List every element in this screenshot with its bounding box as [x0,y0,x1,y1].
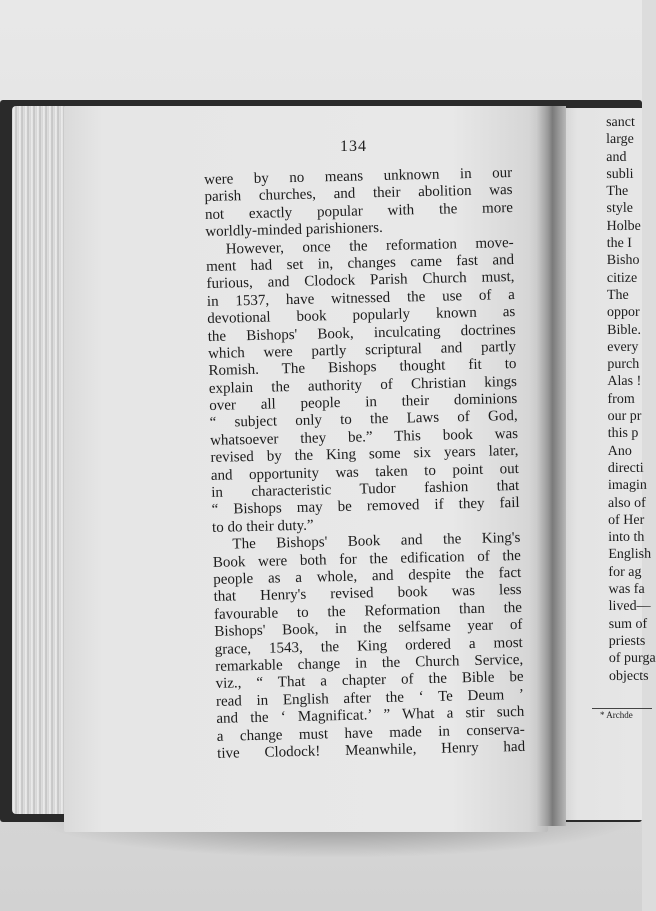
text-line: over all people in their dominions [209,391,518,415]
text-line: parish churches, and their abolition was [204,182,513,206]
text-line: which were partly scriptural and partly [207,338,517,362]
right-page-line-fragment: imagin [607,478,647,494]
right-page-line-fragment: and [606,149,627,165]
text-line: The Bishops' Book and the King's [232,530,521,553]
right-page-line-fragment: lived— [608,599,651,615]
text-line: “ subject only to the Laws of God, [209,408,518,432]
text-line: read in English after the ‘ Te Deum ’ [215,686,525,710]
right-page-line-fragment: was fa [608,581,645,598]
right-page-line-fragment: directi [607,460,644,476]
text-line: However, once the reformation move- [225,234,514,258]
footnote-rule [592,708,652,709]
text-line: whatsoever they be.” This book was [209,425,519,449]
right-page-line-fragment: English [608,547,652,563]
text-line: explain the authority of Christian kings [208,373,518,397]
right-page-line-fragment: Bisho [606,253,640,269]
right-page-line-fragment: objects [608,668,649,684]
right-page-line-fragment: our pr [607,408,642,425]
text-line: Bishops' Book, in the selfsame year of [214,617,523,641]
text-line: in 1537, have witnessed the use of a [206,286,516,310]
text-line: the Bishops' Book, inculcating doctrines [207,321,516,345]
right-page-line-fragment: every [607,339,639,355]
right-page-line-fragment: also of [607,495,646,511]
text-line: to do their duty.” [211,517,314,536]
text-line: remarkable change in the Church Service, [215,651,524,675]
left-page-text [204,165,525,763]
right-page-line-fragment: Holbe [606,218,641,234]
text-line: a change must have made in conserva- [216,721,525,745]
text-line: favourable to the Reformation than the [213,599,523,623]
right-page-line-fragment: sum of [608,616,648,632]
text-line: furious, and Clodock Parish Church must, [206,269,515,293]
text-line: devotional book popularly known as [207,304,516,328]
right-page-line-fragment: the I [606,235,632,252]
right-page-line-fragment: of Her [608,512,645,528]
text-line: revised by the King some six years later, [210,443,519,467]
text-line: not exactly popular with the more [204,199,514,223]
right-page-line-fragment: oppor [607,305,640,321]
right-page-text [606,114,656,685]
right-page-line-fragment: for ag [608,564,642,580]
right-page-line-fragment: into th [608,529,645,546]
right-page-line-fragment: priests [608,633,646,649]
right-page-line-fragment: citize [606,270,638,286]
text-line: Romish. The Bishops thought fit to [208,356,517,380]
text-line: people as a whole, and despite the fact [213,564,522,588]
text-line: grace, 1543, the King ordered a most [214,634,523,658]
right-page-line-fragment: style [606,201,633,217]
right-page-line-fragment: from [607,391,635,407]
page-number: 134 [340,138,367,155]
footnote: * Archde [600,710,633,720]
text-line: and the ‘ Magnificat.’ ” What a stir such [216,703,525,727]
right-page-line-fragment: The [606,287,629,303]
text-line: in characteristic Tudor fashion that [211,477,520,501]
text-line: worldly-minded parishioners. [205,220,383,241]
text-line: were by no means unknown in our [204,165,513,188]
right-page-line-fragment: sanct [606,114,635,130]
text-line: ment had set in, changes came fast and [205,251,515,275]
right-page-line-fragment: subli [606,166,634,182]
right-page-line-fragment: Ano [607,443,632,459]
right-page-line-fragment: of purga [608,650,656,667]
right-page-line-fragment: The [606,184,629,200]
text-line: that Henry's revised book was less [213,582,522,606]
text-line: tive Clodock! Meanwhile, Henry had [217,738,526,762]
text-line: and opportunity was taken to point out [210,460,519,484]
right-page-line-fragment: Alas ! [607,374,642,390]
text-line: “ Bishops may be removed if they fail [211,495,520,519]
right-page-line-fragment: Bible. [607,322,642,338]
text-line: Book were both for the edification of the [212,547,521,571]
right-page-line-fragment: purch [607,356,640,373]
right-page-line-fragment: this p [607,426,639,442]
book-gutter [536,106,566,826]
right-page-line-fragment: large [606,132,634,148]
text-line: viz., “ That a chapter of the Bible be [215,669,524,693]
